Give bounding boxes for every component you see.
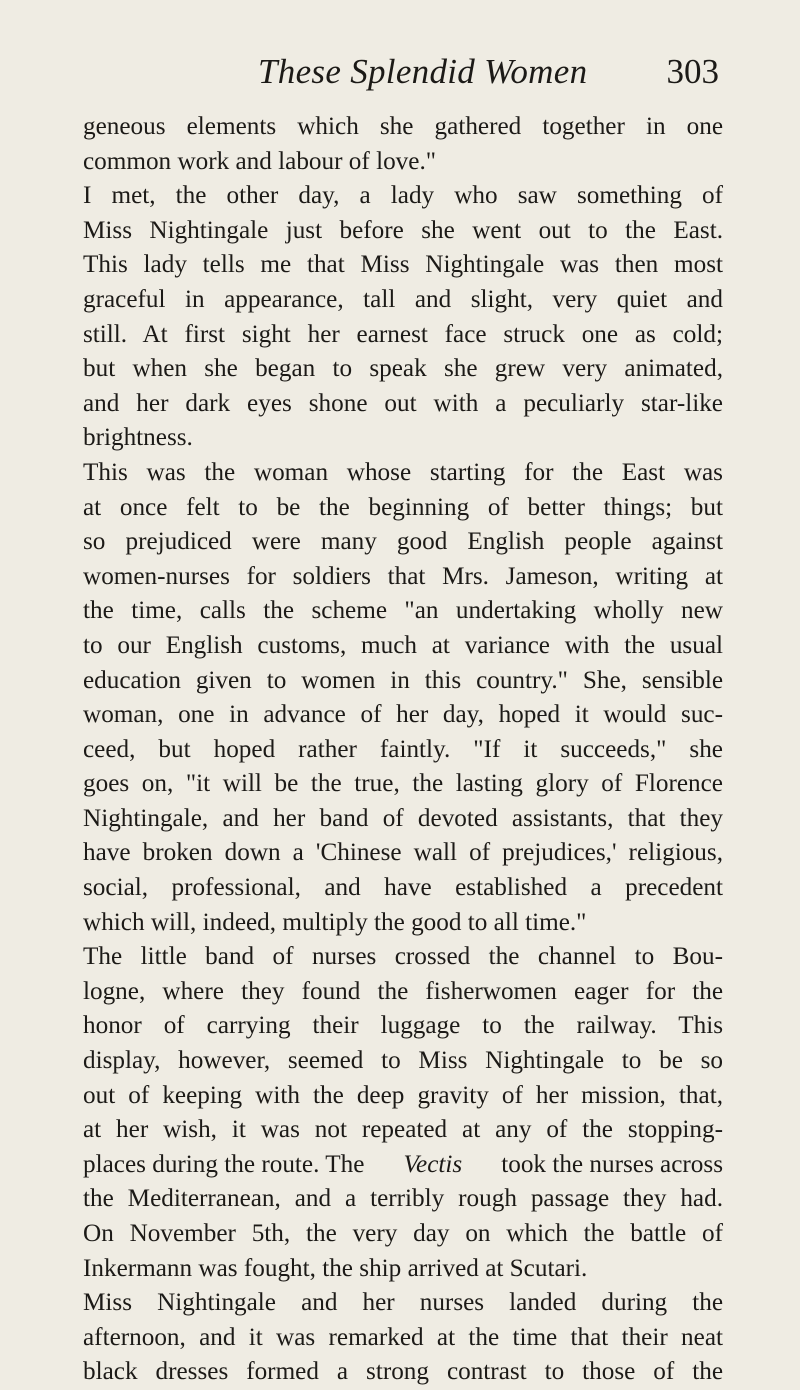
text-line: Miss Nightingale and her nurses landed during the <box>83 1289 723 1317</box>
text-line: but when she began to speak she grew very animated, <box>83 355 723 383</box>
text-line: Miss Nightingale just before she went out to the East. <box>83 216 723 244</box>
text-line: geneous elements which she gathered together in one <box>83 113 723 140</box>
text-line <box>83 1148 723 1183</box>
text-line: to our English customs, much at variance with the usual <box>83 631 723 659</box>
text-line: The little band of nurses crossed the channel to Bou- <box>83 943 723 971</box>
text-line: honor of carrying their luggage to the railway. This <box>83 1012 723 1040</box>
text-line: so prejudiced were many good English people against <box>83 528 723 556</box>
text-segment: took the nurses across <box>501 1150 723 1178</box>
text-line: the Mediterranean, and a terribly rough passage they had. <box>83 1185 723 1213</box>
text-line: and her dark eyes shone out with a peculiarly star-like <box>83 389 723 417</box>
text-line: at her wish, it was not repeated at any of the stopping- <box>83 1116 723 1144</box>
text-line: brightness. <box>83 424 193 452</box>
text-line: education given to women in this country." She, sensible <box>83 666 723 694</box>
text-line: I met, the other day, a lady who saw something of <box>83 182 723 210</box>
text-line: graceful in appearance, tall and slight, very quiet and <box>83 285 723 313</box>
text-line: ceed, but hoped rather faintly. "If it succeeds," she <box>83 735 723 763</box>
text-line: This was the woman whose starting for the East was <box>83 458 723 486</box>
text-line: goes on, "it will be the true, the lasting glory of Florence <box>83 770 723 798</box>
text-line: have broken down a 'Chinese wall of prejudices,' religious, <box>83 839 723 867</box>
page-header <box>0 50 800 100</box>
text-segment: places during the route. The <box>83 1150 365 1178</box>
ship-name: Vectis <box>403 1150 463 1178</box>
text-line: logne, where they found the fisherwomen eager for the <box>83 977 723 1005</box>
text-line: This lady tells me that Miss Nightingale was then most <box>83 251 723 279</box>
text-line: On November 5th, the very day on which the battle of <box>83 1220 723 1247</box>
body-text <box>83 110 723 1390</box>
page-number: 303 <box>666 52 719 91</box>
text-line: social, professional, and have established a precedent <box>83 874 723 902</box>
text-line: which will, indeed, multiply the good to all time." <box>83 908 587 936</box>
text-line: display, however, seemed to Miss Nightingale to be so <box>83 1047 723 1075</box>
text-line: still. At first sight her earnest face struck one as cold; <box>83 320 723 348</box>
text-line: black dresses formed a strong contrast to those of the <box>83 1358 723 1386</box>
text-line: at once felt to be the beginning of better things; but <box>83 493 723 521</box>
text-line: out of keeping with the deep gravity of her mission, that, <box>83 1081 723 1109</box>
text-line: afternoon, and it was remarked at the time that their neat <box>83 1323 723 1351</box>
text-line: women-nurses for soldiers that Mrs. Jameson, writing at <box>83 562 723 590</box>
running-title: These Splendid Women <box>258 52 588 91</box>
text-line: woman, one in advance of her day, hoped it would suc- <box>83 701 723 729</box>
text-line: common work and labour of love." <box>83 147 437 175</box>
text-line: Nightingale, and her band of devoted assistants, that they <box>83 804 723 832</box>
text-line: Inkermann was fought, the ship arrived at Scutari. <box>83 1254 588 1282</box>
text-line: the time, calls the scheme "an undertaking wholly new <box>83 597 723 625</box>
